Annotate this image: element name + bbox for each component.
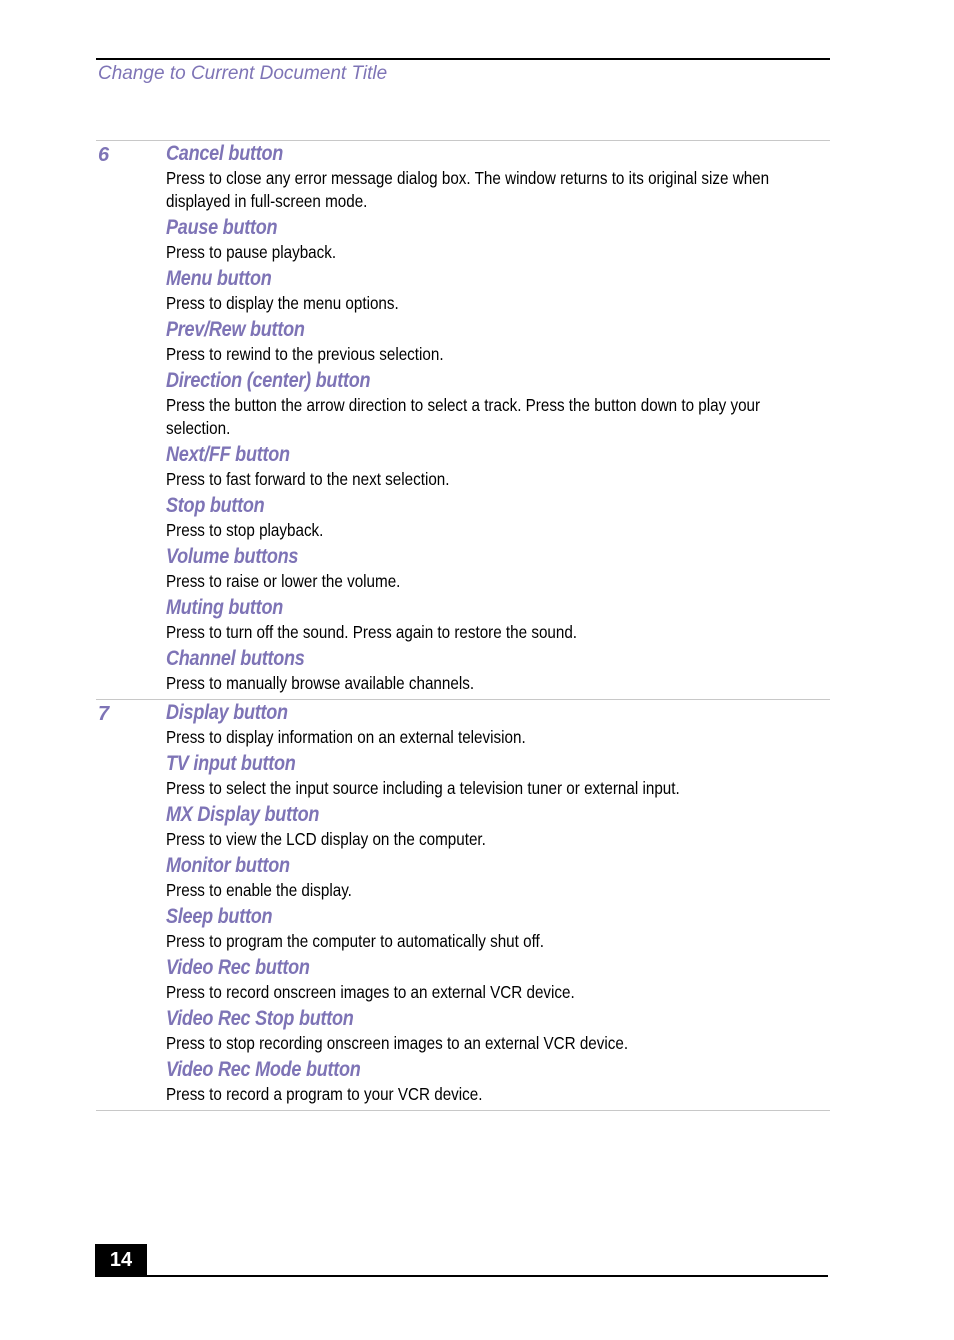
row-number: 7: [98, 703, 110, 725]
item-desc-prev-rew-button: Press to rewind to the previous selection.: [166, 344, 444, 364]
item-title-muting-button: Muting button: [166, 596, 284, 619]
table-row-7: [96, 699, 830, 1111]
item-desc-cancel-button: Press to close any error message dialog box. The window returns to its original size when displayed in full-screen mode.: [166, 168, 770, 211]
row-number: 6: [98, 144, 110, 166]
header-rule: [96, 58, 830, 60]
item-title-menu-button: Menu button: [166, 267, 272, 290]
item-title-monitor-button: Monitor button: [166, 854, 290, 877]
item-title-cancel-button: Cancel button: [166, 142, 284, 165]
item-title-sleep-button: Sleep button: [166, 905, 273, 928]
item-desc-muting-button: Press to turn off the sound. Press again to restore the sound.: [166, 622, 578, 642]
item-title-volume-buttons: Volume buttons: [166, 545, 299, 568]
item-title-channel-buttons: Channel buttons: [166, 647, 305, 670]
item-desc-tv-input-button: Press to select the input source including a television tuner or external input.: [166, 778, 680, 798]
page-number: 14: [95, 1244, 147, 1277]
item-desc-channel-buttons: Press to manually browse available channels.: [166, 673, 475, 693]
item-title-direction-button: Direction (center) button: [166, 369, 371, 392]
item-title-pause-button: Pause button: [166, 216, 278, 239]
row-items: [166, 700, 830, 1110]
item-desc-menu-button: Press to display the menu options.: [166, 293, 399, 313]
item-desc-pause-button: Press to pause playback.: [166, 242, 337, 262]
item-title-stop-button: Stop button: [166, 494, 265, 517]
item-desc-volume-buttons: Press to raise or lower the volume.: [166, 571, 401, 591]
item-desc-video-rec-mode-button: Press to record a program to your VCR device.: [166, 1084, 483, 1104]
item-desc-video-rec-stop-button: Press to stop recording onscreen images to an external VCR device.: [166, 1033, 629, 1053]
item-title-video-rec-stop-button: Video Rec Stop button: [166, 1007, 354, 1030]
row-items: [166, 141, 830, 699]
item-desc-monitor-button: Press to enable the display.: [166, 880, 352, 900]
item-desc-direction-button: Press the button the arrow direction to select a track. Press the button down to play your selection.: [166, 395, 761, 438]
item-desc-video-rec-button: Press to record onscreen images to an external VCR device.: [166, 982, 575, 1002]
button-description-table: [96, 140, 830, 1111]
footer-rule: [147, 1275, 828, 1277]
item-desc-sleep-button: Press to program the computer to automatically shut off.: [166, 931, 544, 951]
item-title-display-button: Display button: [166, 701, 288, 724]
table-row-6: [96, 140, 830, 699]
item-desc-next-ff-button: Press to fast forward to the next selection.: [166, 469, 450, 489]
item-title-prev-rew-button: Prev/Rew button: [166, 318, 305, 341]
running-header-title: Change to Current Document Title: [98, 63, 388, 84]
item-title-tv-input-button: TV input button: [166, 752, 296, 775]
item-desc-mx-display-button: Press to view the LCD display on the computer.: [166, 829, 486, 849]
item-title-next-ff-button: Next/FF button: [166, 443, 290, 466]
item-title-mx-display-button: MX Display button: [166, 803, 320, 826]
item-desc-stop-button: Press to stop playback.: [166, 520, 324, 540]
item-desc-display-button: Press to display information on an external television.: [166, 727, 526, 747]
item-title-video-rec-mode-button: Video Rec Mode button: [166, 1058, 361, 1081]
item-title-video-rec-button: Video Rec button: [166, 956, 310, 979]
